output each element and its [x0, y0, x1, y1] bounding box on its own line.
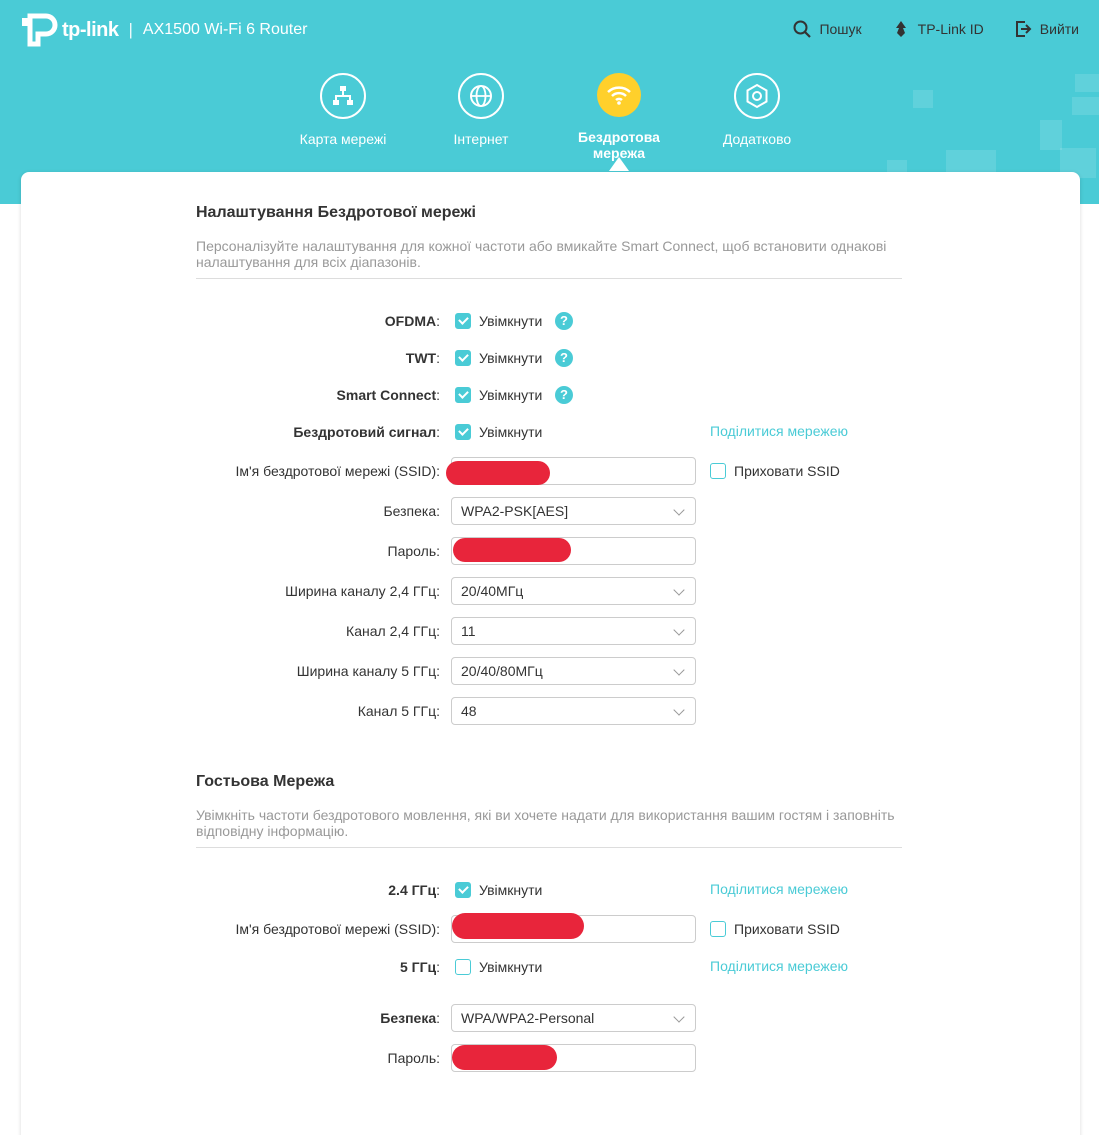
tab-wireless-label-line1: Бездротова [578, 129, 660, 145]
hide-ssid-checkbox[interactable] [710, 463, 726, 479]
chevron-down-icon [673, 504, 684, 515]
guest-24-enable[interactable] [455, 882, 542, 898]
wireless-desc-line1: Персоналізуйте налаштування для кожної частоти або вмикайте Smart Connect, щоб встановити однакові [196, 238, 887, 254]
network-map-icon [320, 73, 366, 119]
search-label: Пошук [819, 21, 862, 37]
section-divider [196, 847, 902, 848]
section-divider [196, 278, 902, 279]
channel-24-select[interactable] [451, 617, 696, 645]
guest-desc-line1: Увімкніть частоти бездротового мовлення, які ви хочете надати для використання вашим гостям і заповніть [196, 807, 895, 823]
guest-24-checkbox[interactable] [455, 882, 471, 898]
chevron-down-icon [673, 584, 684, 595]
gear-icon [734, 73, 780, 119]
chevron-down-icon [673, 624, 684, 635]
redaction-mark [446, 461, 550, 485]
tab-internet[interactable] [421, 73, 541, 147]
password-input[interactable] [451, 537, 696, 565]
hide-ssid-option[interactable] [710, 463, 840, 479]
guest-5-share-link[interactable]: Поділитися мережею [710, 958, 848, 974]
search-button[interactable] [793, 20, 861, 38]
guest-5-row [0, 953, 1099, 981]
chevron-down-icon [673, 704, 684, 715]
logout-button[interactable] [1014, 20, 1079, 38]
ofdma-help-icon[interactable]: ? [555, 312, 573, 330]
guest-security-label: Безпека: [380, 1010, 440, 1026]
smart-connect-row [0, 381, 1099, 409]
channel-5-value: 48 [461, 703, 477, 719]
ssid-label: Ім'я бездротової мережі (SSID): [235, 463, 440, 479]
guest-password-row [0, 1044, 1099, 1072]
twt-enable[interactable] [455, 350, 542, 366]
globe-icon [458, 73, 504, 119]
redaction-mark [452, 913, 584, 939]
twt-label: TWT: [405, 350, 440, 366]
guest-24-enable-label: Увімкнути [479, 882, 543, 898]
channel-width-24-value: 20/40МГц [461, 583, 524, 599]
channel-24-label: Канал 2,4 ГГц: [346, 623, 440, 639]
tab-network-map[interactable] [283, 73, 403, 147]
tab-network-map-label: Карта мережі [299, 131, 387, 147]
chevron-down-icon [673, 1011, 684, 1022]
tab-advanced[interactable] [697, 73, 817, 147]
ofdma-enable-label: Увімкнути [479, 313, 543, 329]
active-tab-pointer [609, 157, 629, 171]
guest-desc-line2: відповідну інформацію. [196, 823, 349, 839]
guest-network-title: Гостьова Мережа [196, 773, 335, 790]
password-row [0, 537, 1099, 565]
top-actions [793, 20, 1079, 38]
security-value: WPA2-PSK[AES] [461, 503, 569, 519]
tab-internet-label: Інтернет [453, 131, 509, 147]
channel-width-24-select[interactable] [451, 577, 696, 605]
security-row [0, 497, 1099, 525]
wireless-signal-row [0, 418, 1099, 446]
guest-ssid-input[interactable] [451, 915, 696, 943]
ofdma-label: OFDMA: [384, 313, 440, 329]
smart-connect-label: Smart Connect: [336, 387, 440, 403]
guest-24-label: 2.4 ГГц: [388, 882, 440, 898]
guest-24-share-link[interactable]: Поділитися мережею [710, 881, 848, 897]
tplink-logo[interactable] [20, 12, 307, 48]
tplink-id-button[interactable] [892, 20, 984, 38]
tplink-id-icon [892, 20, 910, 38]
tab-wireless[interactable] [559, 73, 679, 161]
guest-network-description [196, 807, 906, 839]
channel-5-label: Канал 5 ГГц: [357, 703, 440, 719]
guest-5-label: 5 ГГц: [399, 959, 440, 975]
chevron-down-icon [673, 664, 684, 675]
guest-hide-ssid-label: Приховати SSID [734, 921, 840, 937]
redaction-mark [453, 538, 571, 562]
ofdma-checkbox[interactable] [455, 313, 471, 329]
twt-help-icon[interactable]: ? [555, 349, 573, 367]
guest-password-input[interactable] [451, 1044, 696, 1072]
channel-width-24-label: Ширина каналу 2,4 ГГц: [285, 583, 440, 599]
share-network-link[interactable]: Поділитися мережею [710, 423, 848, 439]
smart-connect-help-icon[interactable]: ? [555, 386, 573, 404]
guest-security-row [0, 1004, 1099, 1032]
redaction-mark [452, 1045, 557, 1070]
password-label: Пароль: [387, 543, 440, 559]
ssid-input[interactable] [451, 457, 696, 485]
tplink-id-label: TP-Link ID [917, 21, 984, 37]
guest-ssid-row [0, 915, 1099, 943]
wireless-settings-title: Налаштування Бездротової мережі [196, 204, 476, 221]
guest-ssid-label: Ім'я бездротової мережі (SSID): [235, 921, 440, 937]
wireless-signal-checkbox[interactable] [455, 424, 471, 440]
channel-5-select[interactable] [451, 697, 696, 725]
guest-5-enable[interactable] [455, 959, 542, 975]
tab-advanced-label: Додатково [722, 131, 792, 147]
guest-security-value: WPA/WPA2-Personal [461, 1010, 595, 1026]
wifi-icon [597, 73, 641, 117]
security-label: Безпека: [383, 503, 440, 519]
ofdma-row [0, 307, 1099, 335]
brand-name: tp-link [62, 18, 119, 41]
smart-connect-checkbox[interactable] [455, 387, 471, 403]
smart-connect-enable[interactable] [455, 387, 542, 403]
twt-checkbox[interactable] [455, 350, 471, 366]
channel-24-row [0, 617, 1099, 645]
wireless-signal-enable[interactable] [455, 424, 542, 440]
channel-width-5-label: Ширина каналу 5 ГГц: [296, 663, 440, 679]
guest-security-select[interactable] [451, 1004, 696, 1032]
hide-ssid-label: Приховати SSID [734, 463, 840, 479]
router-model: AX1500 Wi-Fi 6 Router [142, 21, 308, 38]
brand-separator: | [128, 20, 133, 39]
smart-connect-enable-label: Увімкнути [479, 387, 543, 403]
twt-enable-label: Увімкнути [479, 350, 543, 366]
wireless-desc-line2: налаштування для всіх діапазонів. [196, 254, 421, 270]
wireless-signal-enable-label: Увімкнути [479, 424, 543, 440]
tab-wireless-label-line2: мережа [592, 145, 646, 161]
ofdma-enable[interactable] [455, 313, 542, 329]
guest-hide-ssid-checkbox[interactable] [710, 921, 726, 937]
channel-width-5-value: 20/40/80МГц [461, 663, 543, 679]
logout-icon [1014, 20, 1032, 38]
wireless-settings-description [196, 238, 906, 270]
wireless-signal-label: Бездротовий сигнал: [293, 424, 440, 440]
security-select[interactable] [451, 497, 696, 525]
ssid-row [0, 457, 1099, 485]
search-icon [793, 20, 811, 38]
logout-label: Вийти [1039, 21, 1079, 37]
guest-password-label: Пароль: [387, 1050, 440, 1066]
channel-5-row [0, 697, 1099, 725]
channel-width-5-select[interactable] [451, 657, 696, 685]
guest-24-row [0, 876, 1099, 904]
guest-hide-ssid-option[interactable] [710, 921, 840, 937]
guest-5-checkbox[interactable] [455, 959, 471, 975]
channel-width-24-row [0, 577, 1099, 605]
tplink-logo-icon [20, 12, 58, 48]
guest-5-enable-label: Увімкнути [479, 959, 543, 975]
channel-width-5-row [0, 657, 1099, 685]
channel-24-value: 11 [461, 623, 476, 639]
twt-row [0, 344, 1099, 372]
